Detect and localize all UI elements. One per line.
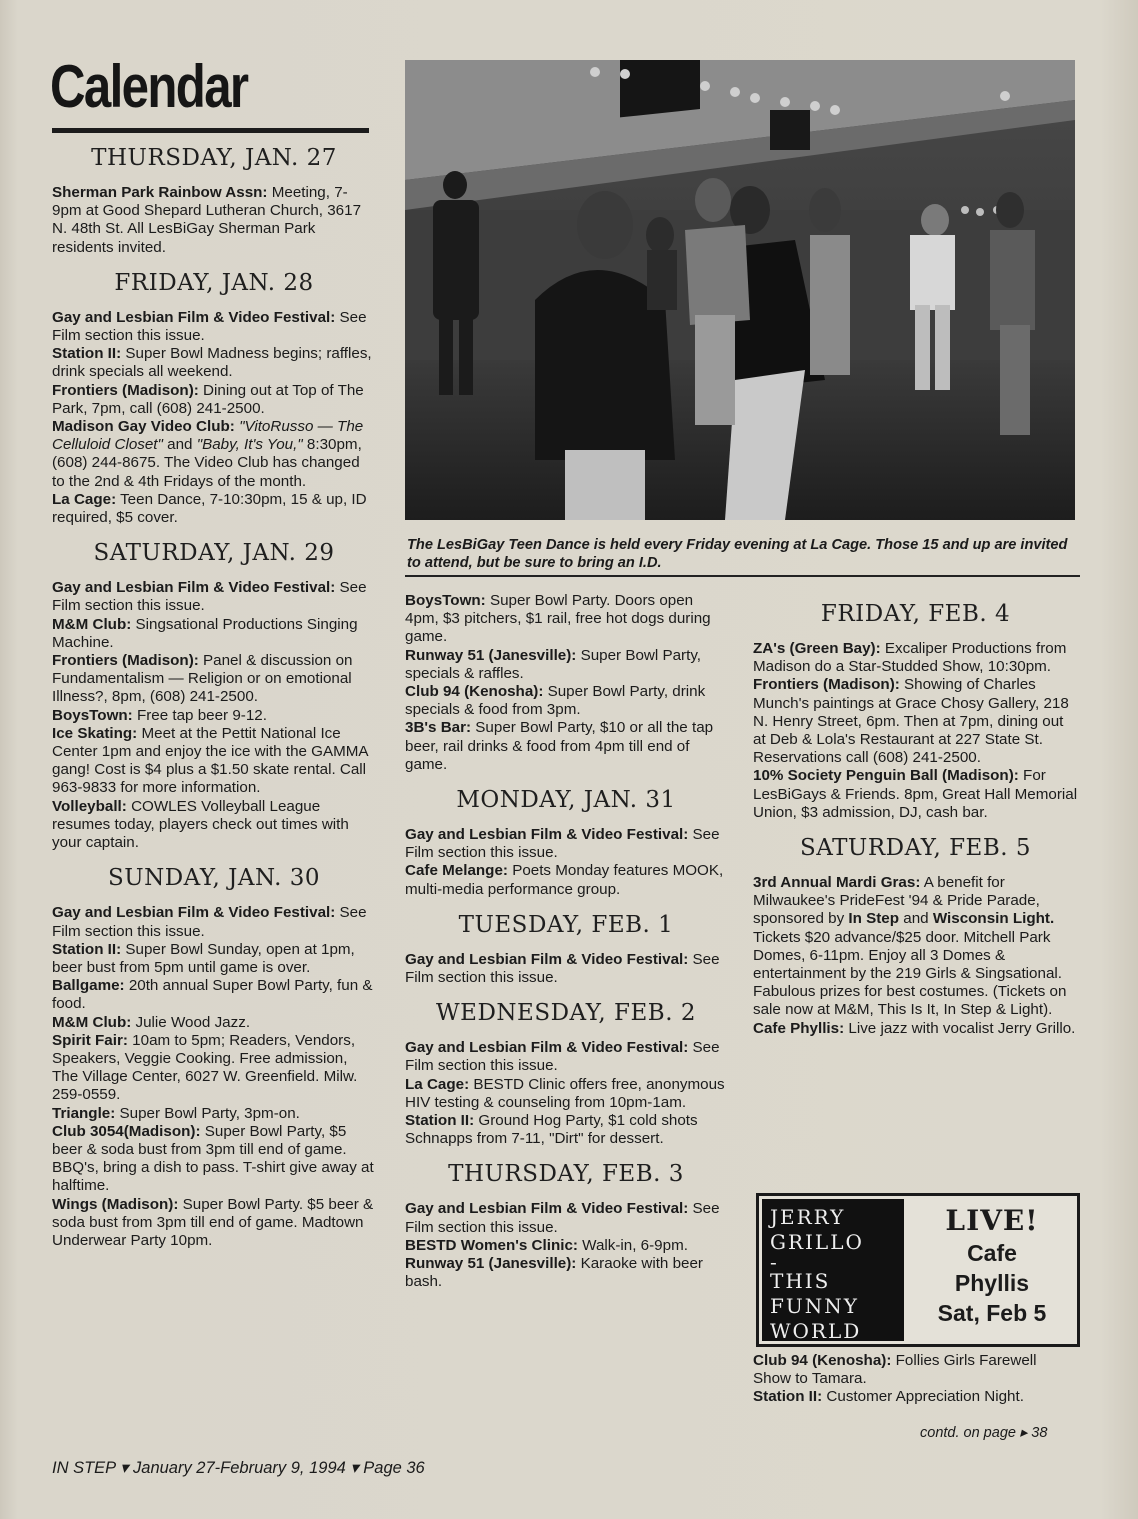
event-name: BoysTown: [405,592,486,609]
page-title: Calendar [50,53,248,120]
event-text: Meet at the Pettit National Ice Center 1pm and enjoy the ice with the GAMMA gang! Cost is $4 plus a $1.50 skate rental. Call 963-9833 for more information. [52,724,368,797]
ad-art-line: WORLD [770,1319,862,1343]
event-text: BESTD Clinic offers free, anonymous HIV testing & counseling from 10pm-1am. [405,1075,725,1111]
event-name: 3B's Bar: [405,719,472,737]
event-name: Gay and Lesbian Film & Video Festival: [52,308,336,326]
day-heading-sat-jan29: SATURDAY, JAN. 29 [93,540,335,567]
ad-venue: Phyllis [954,1270,1030,1296]
event-name: Station II: [52,940,122,958]
event-text: Meeting, 7-9pm at Good Shepard Lutheran Church, 3617 N. 48th St. All LesBiGay Sherman Park residents invited. [52,184,362,256]
event-text: Showing of Charles Munch's paintings at Grace Chosy Gallery, 218 N. Henry Street, 6pm. Then at 7pm, dining out at Deb & Lola's Restaurant at 227 State St. Reservations call (608) 241-2500. [753,676,1069,767]
event-name: Frontiers (Madison): [52,381,199,399]
event-station-ii [52,941,376,977]
film-title: "VitoRusso — The Celluloid Closet" [52,418,364,454]
event-film-festival [52,579,376,615]
event-name: Sherman Park Rainbow Assn: [52,184,268,201]
event-text: See Film section this issue. [405,950,720,987]
sponsor-name: In Step [848,910,900,928]
event-name: Frontiers (Madison): [52,652,199,670]
day-heading-thu-feb3: THURSDAY, FEB. 3 [448,1161,684,1188]
event-text: Singsational Productions Singing Machine. [52,615,358,651]
event-text: Julie Wood Jazz. [131,1013,251,1031]
day-heading-sun-jan30: SUNDAY, JAN. 30 [107,865,321,892]
event-name: Frontiers (Madison): [753,676,900,694]
event-name: Runway 51 (Janesville): [405,646,577,664]
event-runway-51 [405,1255,727,1291]
event-station-ii [52,345,376,381]
event-club-94 [753,1352,1078,1388]
event-boystown [52,707,376,725]
dance-photo-illustration [405,60,1075,520]
event-sherman-park [52,184,376,257]
event-film-festival [52,904,376,940]
event-name: Station II: [405,1112,475,1130]
event-text: Super Bowl Party, $10 or all the tap beer, rail drinks & food from 4pm till end of game. [405,719,714,773]
event-name: Club 94 (Kenosha): [753,1352,892,1369]
event-spirit-fair [52,1032,376,1105]
event-name: Club 3054(Madison): [52,1122,201,1140]
event-name: Gay and Lesbian Film & Video Festival: [405,1200,689,1218]
event-name: La Cage: [405,1075,470,1093]
ad-date: Sat, Feb 5 [937,1300,1047,1326]
event-ballgame [52,977,376,1013]
event-name: Cafe Melange: [405,862,508,880]
day-heading-thu-jan27: THURSDAY, JAN. 27 [91,145,337,171]
event-frontiers [753,676,1078,767]
event-text: A benefit for Milwaukee's PrideFest '94 & Pride Parade, sponsored by [753,874,1040,928]
ad-art-line: FUNNY [770,1294,859,1318]
event-mm-club [52,616,376,652]
event-text: See Film section this issue. [52,904,367,940]
event-name: Club 94 (Kenosha): [405,683,544,701]
column-3-continued [753,1352,1078,1407]
event-ice-skating [52,725,376,798]
event-film-festival [52,309,376,345]
event-bestd-womens-clinic [405,1237,727,1255]
event-text: Follies Girls Farewell Show to Tamara. [753,1352,1037,1388]
event-cafe-melange [405,862,727,898]
event-name: Gay and Lesbian Film & Video Festival: [52,579,336,597]
day-heading-wed-feb2: WEDNESDAY, FEB. 2 [436,1000,696,1027]
event-name: Gay and Lesbian Film & Video Festival: [405,826,689,844]
event-text: Customer Appreciation Night. [822,1388,1024,1406]
event-club-3054 [52,1123,376,1196]
event-text: For LesBiGays & Friends. 8pm, Great Hall Memorial Union, $3 admission, DJ, cash bar. [753,767,1078,821]
event-text: 8:30pm, (608) 244-8675. The Video Club has changed to the 2nd & 4th Fridays of the month. [52,436,362,490]
event-station-ii [753,1388,1078,1406]
event-text: Poets Monday features MOOK, multi-media performance group. [405,862,724,898]
event-club-94 [405,683,727,719]
column-2 [405,592,727,1291]
event-text: Teen Dance, 7-10:30pm, 15 & up, ID required, $5 cover. [52,490,367,527]
event-name: Gay and Lesbian Film & Video Festival: [52,904,336,922]
event-text: Super Bowl Sunday, open at 1pm, beer bust from 5pm until game is over. [52,940,355,976]
event-name: La Cage: [52,490,117,508]
title-rule [52,128,369,133]
dance-photo [405,60,1075,520]
event-film-festival [405,826,727,862]
event-wings [52,1196,376,1251]
event-name: Station II: [753,1388,823,1406]
day-heading-fri-feb4: FRIDAY, FEB. 4 [820,601,1011,627]
ad-artwork [762,1199,904,1341]
ad-text [907,1196,1077,1344]
event-text: Tickets $20 advance/$25 door. Mitchell Park Domes, 6-11pm. Enjoy all 3 Domes & entertainment by the 219 Girls & Singsational. Fabulous prizes for best costumes. (Tickets on sale now at M&M, This Is It, In Step & Light). [753,928,1067,1019]
event-la-cage [52,491,376,527]
caption-rule [405,575,1080,577]
event-text: Excaliper Productions from Madison do a Star-Studded Show, 10:30pm. [753,640,1067,676]
event-mardi-gras [753,874,1078,1020]
event-video-club [52,418,376,491]
event-name: Madison Gay Video Club: [52,418,235,436]
event-text: Super Bowl Party, 3pm-on. [115,1104,300,1122]
column-1 [52,140,376,1250]
event-name: Ballgame: [52,977,125,995]
ad-art-line: THIS [770,1269,831,1293]
event-penguin-ball [753,767,1078,822]
event-name: Gay and Lesbian Film & Video Festival: [405,950,689,968]
event-name: Runway 51 (Janesville): [405,1255,577,1273]
event-name: 3rd Annual Mardi Gras: [753,874,921,892]
event-text: Free tap beer 9-12. [132,706,267,724]
day-heading-sat-feb5: SATURDAY, FEB. 5 [799,835,1031,862]
event-name: 10% Society Penguin Ball (Madison): [753,767,1019,785]
event-name: Spirit Fair: [52,1031,128,1049]
column-3 [753,596,1078,1038]
event-text: See Film section this issue. [405,826,720,862]
event-text: See Film section this issue. [405,1200,720,1236]
event-text: Dining out at Top of The Park, 7pm, call (608) 241-2500. [52,381,364,417]
event-text: 10am to 5pm; Readers, Vendors, Speakers, Veggie Cooking. Free admission, The Village Center, 6027 W. Greenfield. Milw. 259-0559. [52,1031,358,1104]
event-name: Wings (Madison): [52,1195,179,1213]
event-name: M&M Club: [52,615,132,633]
photo-caption: The LesBiGay Teen Dance is held every Friday evening at La Cage. Those 15 and up are invited to attend, but be sure to bring an I.D. [407,537,1068,571]
event-frontiers [52,652,376,707]
film-title: "Baby, It's You," [196,436,303,454]
event-name: Station II: [52,345,122,363]
event-text: Super Bowl Party, specials & raffles. [405,646,702,682]
day-heading-tue-feb1: TUESDAY, FEB. 1 [458,911,674,938]
event-film-festival [405,1039,727,1075]
page-footer: IN STEP ▾ January 27-February 9, 1994 ▾ Page 36 [52,1459,425,1477]
event-triangle [52,1105,376,1123]
event-text: Super Bowl Party. Doors open 4pm, $3 pitchers, $1 rail, free hot dogs during game. [405,592,711,646]
event-name: M&M Club: [52,1013,132,1031]
event-film-festival [405,951,727,987]
jerry-grillo-ad [756,1193,1080,1347]
event-film-festival [405,1200,727,1236]
event-text: Super Bowl Party, $5 beer & soda bust from 3pm till end of game. BBQ's, bring a dish to pass. T-shirt give away at halftime. [52,1122,374,1195]
event-name: Triangle: [52,1104,116,1122]
event-text: Ground Hog Party, $1 cold shots Schnapps from 7-11, "Dirt" for dessert. [405,1112,698,1148]
event-text: See Film section this issue. [52,579,367,615]
event-volleyball [52,798,376,853]
event-text: and [899,910,933,928]
event-la-cage [405,1076,727,1112]
ad-art-line: JERRY [770,1205,846,1229]
event-text: Panel & discussion on Fundamentalism — Religion or on emotional Illness?, 8pm, (608) 241-2500. [52,652,353,706]
event-cafe-phyllis [753,1020,1078,1038]
event-name: Ice Skating: [52,724,138,742]
event-text: See Film section this issue. [52,308,367,345]
event-text: Live jazz with vocalist Jerry Grillo. [844,1019,1076,1037]
event-boystown [405,592,727,647]
event-text: and [162,436,197,454]
event-text: Super Bowl Party. $5 beer & soda bust from 3pm till end of game. Madtown Underwear Party 10pm. [52,1195,374,1249]
event-name: BoysTown: [52,706,133,724]
event-name: BESTD Women's Clinic: [405,1236,578,1254]
event-name: Cafe Phyllis: [753,1019,845,1037]
event-mm-club [52,1014,376,1032]
sponsor-name: Wisconsin Light. [932,910,1055,928]
event-runway-51 [405,647,727,683]
event-text: 20th annual Super Bowl Party, fun & food. [52,977,373,1013]
event-text: Super Bowl Madness begins; raffles, drink specials all weekend. [52,345,372,381]
day-heading-fri-jan28: FRIDAY, JAN. 28 [114,269,314,296]
ad-live: LIVE! [945,1204,1039,1237]
event-frontiers [52,382,376,418]
ad-art-line: - [770,1250,779,1274]
event-name: Volleyball: [52,797,127,815]
event-text: Super Bowl Party, drink specials & food from 3pm. [405,683,706,719]
day-heading-mon-jan31: MONDAY, JAN. 31 [456,787,676,814]
event-3bs-bar [405,719,727,774]
ad-venue: Cafe [967,1240,1017,1266]
event-text: Karaoke with beer bash. [405,1255,703,1291]
event-name: ZA's (Green Bay): [753,640,881,657]
event-text: See Film section this issue. [405,1039,720,1075]
event-text: COWLES Volleyball League resumes today, players check out times with your captain. [52,797,349,852]
continued-notice: contd. on page ▸ 38 [920,1425,1048,1441]
event-text: Walk-in, 6-9pm. [577,1236,688,1254]
event-station-ii [405,1112,727,1148]
event-name: Gay and Lesbian Film & Video Festival: [405,1039,689,1057]
event-zas [753,640,1078,676]
ad-art-line: GRILLO [770,1230,864,1254]
